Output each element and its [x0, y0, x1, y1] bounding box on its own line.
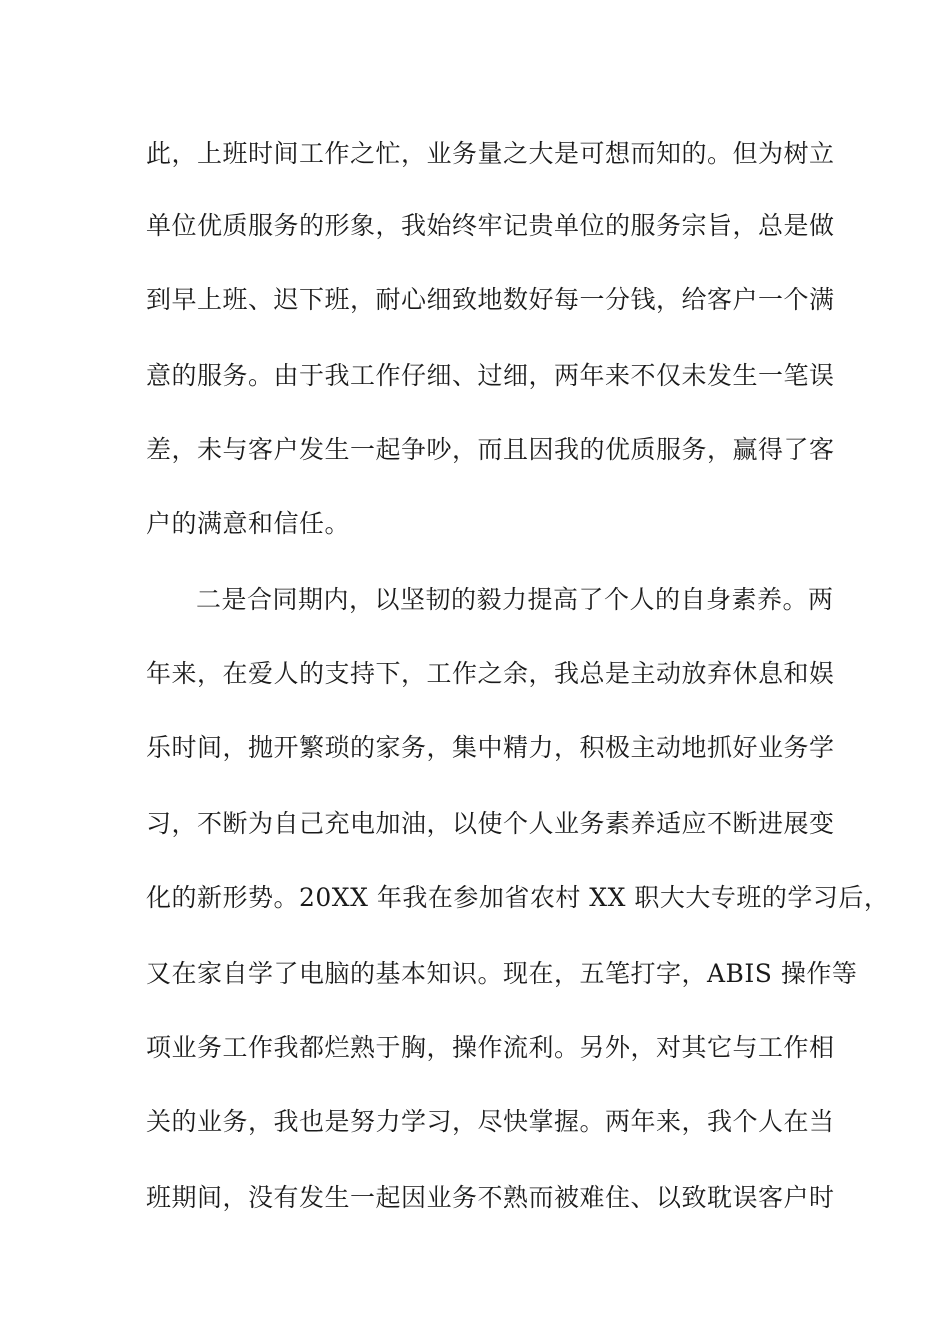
- paragraph-line-3: 到早上班、迟下班，耐心细致地数好每一分钱，给客户一个满: [146, 285, 835, 314]
- paragraph-2-line-5: 化的新形势。20XX 年我在参加省农村 XX 职大大专班的学习后，: [146, 883, 890, 912]
- paragraph-2-line-8: 关的业务，我也是努力学习，尽快掌握。两年来，我个人在当: [146, 1107, 835, 1136]
- paragraph-2-line-7: 项业务工作我都烂熟于胸，操作流利。另外，对其它与工作相: [146, 1033, 835, 1062]
- paragraph-2-line-3: 乐时间，抛开繁琐的家务，集中精力，积极主动地抓好业务学: [146, 733, 835, 762]
- paragraph-2-line-2: 年来，在爱人的支持下，工作之余，我总是主动放弃休息和娱: [146, 659, 835, 688]
- paragraph-2-line-1: 二是合同期内，以坚韧的毅力提高了个人的自身素养。两: [196, 585, 834, 614]
- paragraph-2-line-4: 习，不断为自己充电加油，以使个人业务素养适应不断进展变: [146, 809, 835, 838]
- paragraph-line-6: 户的满意和信任。: [146, 509, 351, 538]
- paragraph-line-1: 此，上班时间工作之忙，业务量之大是可想而知的。但为树立: [146, 139, 835, 168]
- paragraph-line-2: 单位优质服务的形象，我始终牢记贵单位的服务宗旨，总是做: [146, 211, 835, 240]
- paragraph-line-4: 意的服务。由于我工作仔细、过细，两年来不仅未发生一笔误: [146, 361, 835, 390]
- paragraph-2-line-6: 又在家自学了电脑的基本知识。现在，五笔打字，ABIS 操作等: [146, 959, 858, 988]
- paragraph-line-5: 差，未与客户发生一起争吵，而且因我的优质服务，赢得了客: [146, 435, 835, 464]
- paragraph-2-line-9: 班期间，没有发生一起因业务不熟而被难住、以致耽误客户时: [146, 1183, 835, 1212]
